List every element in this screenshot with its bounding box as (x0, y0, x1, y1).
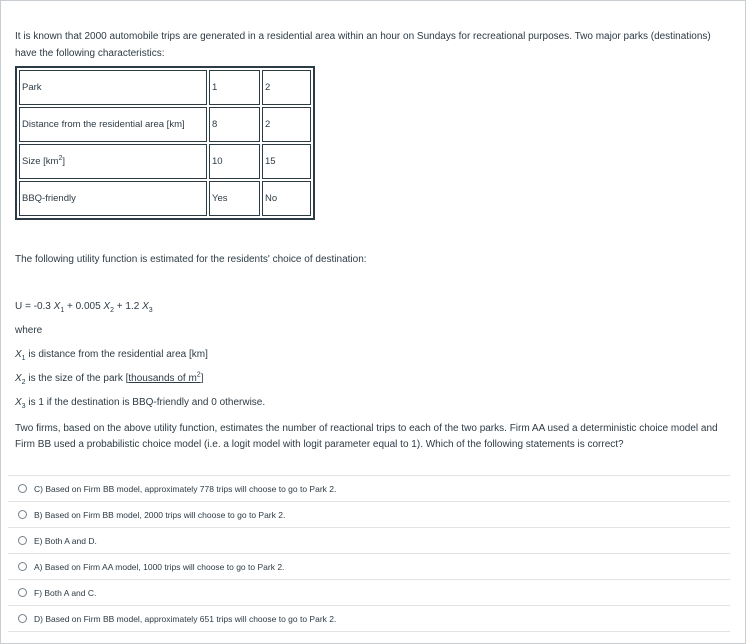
utility-sub3: 3 (148, 307, 153, 314)
radio-button-icon[interactable] (18, 588, 27, 597)
answer-label: D) Based on Firm BB model, approximately 651 trips will choose to go to Park 2. (34, 613, 337, 624)
radio-button-icon[interactable] (18, 536, 27, 545)
table-cell: 15 (262, 144, 311, 179)
answer-option-f[interactable] (8, 579, 730, 605)
size-close: ] (62, 156, 65, 167)
utility-term2: + 0.005 (64, 301, 104, 312)
table-cell: Distance from the residential area [km] (19, 107, 207, 142)
answer-list (8, 475, 730, 632)
radio-button-icon[interactable] (18, 614, 27, 623)
utility-prefix: U = -0.3 (15, 301, 54, 312)
answer-option-b[interactable] (8, 501, 730, 527)
table-row (19, 144, 311, 179)
table-cell: 1 (209, 70, 260, 105)
var-x1-symbol: X (15, 349, 22, 360)
var-x3-sub: 3 (21, 403, 26, 410)
var-x3-definition (15, 397, 265, 408)
answer-label: C) Based on Firm BB model, approximately 778 trips will choose to go to Park 2. (34, 483, 337, 494)
var-x2-definition (15, 373, 203, 384)
var-x1-sub: 1 (21, 355, 26, 362)
table-cell: Park (19, 70, 207, 105)
table-cell: No (262, 181, 311, 216)
radio-button-icon[interactable] (18, 562, 27, 571)
answer-label: F) Both A and C. (34, 587, 97, 598)
var-x2-unit (128, 373, 200, 384)
var-x2-unit-text: thousands of m (128, 373, 197, 384)
var-x2-text: is the size of the park [ (25, 373, 129, 384)
parks-table (15, 66, 315, 220)
table-row (19, 181, 311, 216)
table-row (19, 70, 311, 105)
var-x2-sub: 2 (21, 379, 26, 386)
answer-option-d[interactable] (8, 605, 730, 632)
table-cell: BBQ-friendly (19, 181, 207, 216)
question-text: Two firms, based on the above utility function, estimates the number of reactional trips to each of the two parks. Firm AA used a deterministic choice model and Firm BB used a probabilistic choice model (i.e. a logit model with logit parameter equal to 1). Which of the following statements is correct? (15, 423, 718, 450)
radio-button-icon[interactable] (18, 484, 27, 493)
question-intro-block (15, 28, 715, 62)
answer-label: E) Both A and D. (34, 535, 97, 546)
table-cell: 2 (262, 70, 311, 105)
var-x2-symbol: X (15, 373, 22, 384)
answer-option-c[interactable] (8, 475, 730, 501)
utility-term3: + 1.2 (114, 301, 143, 312)
var-x3-symbol: X (15, 397, 22, 408)
table-row (19, 107, 311, 142)
var-x3-text: is 1 if the destination is BBQ-friendly and 0 otherwise. (25, 397, 266, 408)
answer-label: A) Based on Firm AA model, 1000 trips will choose to go to Park 2. (34, 561, 285, 572)
answer-option-a[interactable] (8, 553, 730, 579)
radio-button-icon[interactable] (18, 510, 27, 519)
var-x1-text: is distance from the residential area [km] (25, 349, 208, 360)
var-x2-unit-sup: 2 (196, 371, 201, 379)
answer-label: B) Based on Firm BB model, 2000 trips will choose to go to Park 2. (34, 509, 286, 520)
where-label: where (15, 325, 43, 336)
utility-sub2: 2 (110, 307, 114, 314)
size-unit-sup: 2 (58, 154, 63, 162)
utility-function (15, 301, 153, 312)
table-cell: 2 (262, 107, 311, 142)
var-x1-definition (15, 349, 208, 360)
table-cell: Yes (209, 181, 260, 216)
utility-x1: X (53, 301, 61, 312)
size-label: Size [km (22, 156, 59, 167)
answer-option-e[interactable] (8, 527, 730, 553)
intro-text: It is known that 2000 automobile trips are generated in a residential area within an hour on Sundays for recreational purposes. Two major parks (destinations) have the following characteristics: (15, 31, 711, 59)
utility-x3: X (142, 301, 149, 312)
table-cell: 8 (209, 107, 260, 142)
table-cell-size (19, 144, 207, 179)
table-cell: 10 (209, 144, 260, 179)
utility-sub1: 1 (60, 307, 65, 314)
var-x2-close: ] (200, 373, 204, 384)
utility-x2: X (103, 301, 111, 312)
utility-intro: The following utility function is estimated for the residents' choice of destination: (15, 254, 367, 265)
